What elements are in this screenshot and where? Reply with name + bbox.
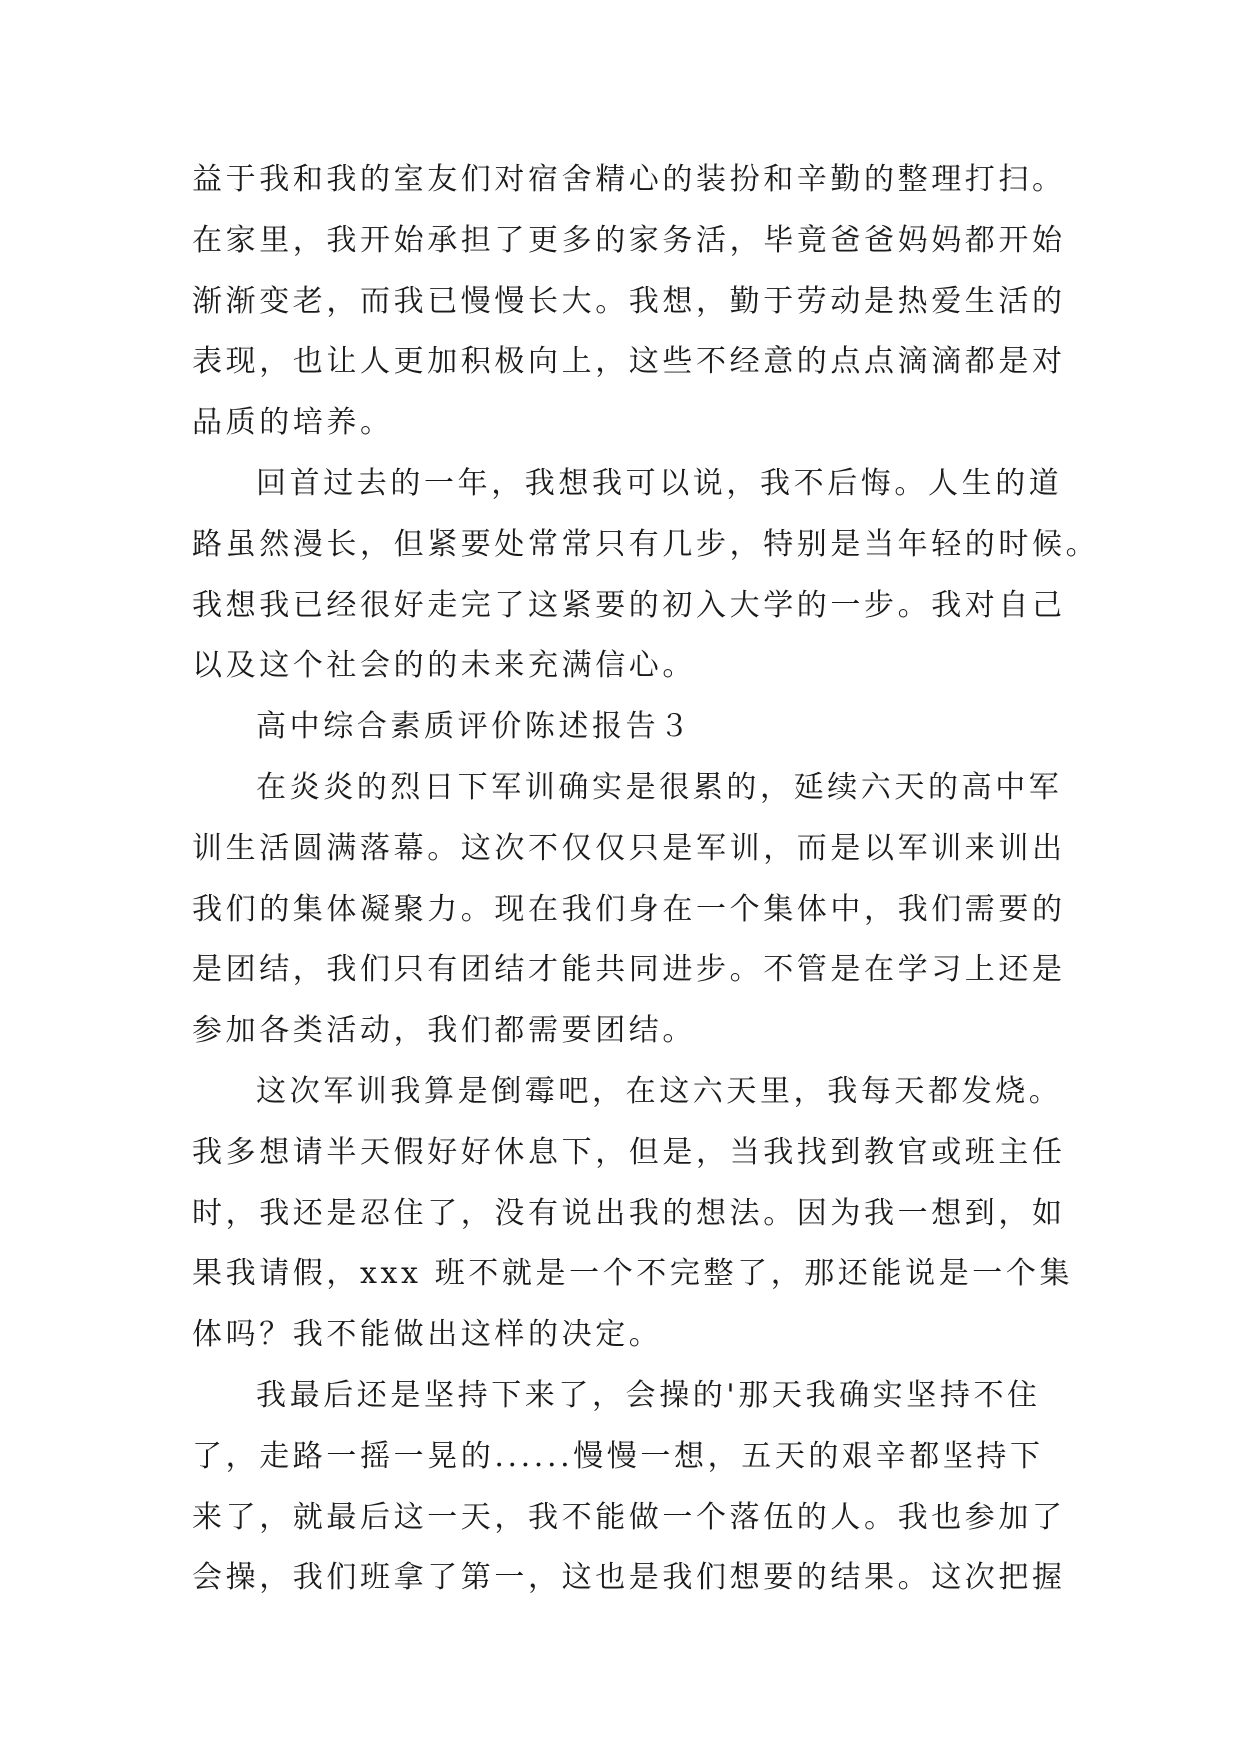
text-line: 在家里，我开始承担了更多的家务活，毕竟爸爸妈妈都开始 — [192, 222, 1066, 258]
text-line: 我多想请半天假好好休息下，但是，当我找到教官或班主任 — [192, 1134, 1066, 1170]
text-line: 渐渐变老，而我已慢慢长大。我想，勤于劳动是热爱生活的 — [192, 283, 1066, 319]
paragraph-start-line: 这次军训我算是倒霉吧，在这六天里，我每天都发烧。 — [256, 1073, 1063, 1109]
text-line: 以及这个社会的的未来充满信心。 — [192, 648, 696, 684]
text-line: 了，走路一摇一晃的......慢慢一想，五天的艰辛都坚持下 — [192, 1438, 1044, 1474]
text-line: 果我请假，xxx 班不就是一个不完整了，那还能说是一个集 — [192, 1256, 1074, 1292]
text-line: 是团结，我们只有团结才能共同进步。不管是在学习上还是 — [192, 952, 1066, 988]
text-line: 益于我和我的室友们对宿舍精心的装扮和辛勤的整理打扫。 — [192, 162, 1066, 197]
text-line: 参加各类活动，我们都需要团结。 — [192, 1013, 696, 1049]
document-body — [192, 150, 1100, 1609]
paragraph-start-line: 回首过去的一年，我想我可以说，我不后悔。人生的道 — [256, 465, 1063, 501]
text-line: 时，我还是忍住了，没有说出我的想法。因为我一想到，如 — [192, 1195, 1066, 1231]
text-line: 来了，就最后这一天，我不能做一个落伍的人。我也参加了 — [192, 1499, 1066, 1535]
text-line: 会操，我们班拿了第一，这也是我们想要的结果。这次把握 — [192, 1560, 1066, 1596]
paragraph-start-line: 在炎炎的烈日下军训确实是很累的，延续六天的高中军 — [256, 769, 1063, 805]
text-line: 路虽然漫长，但紧要处常常只有几步，特别是当年轻的时候。 — [192, 526, 1100, 562]
text-line: 品质的培养。 — [192, 405, 394, 441]
paragraph-start-line: 我最后还是坚持下来了，会操的'那天我确实坚持不住 — [256, 1377, 1041, 1413]
text-line: 体吗？我不能做出这样的决定。 — [192, 1317, 663, 1353]
text-line: 我想我已经很好走完了这紧要的初入大学的一步。我对自己 — [192, 587, 1066, 623]
text-line: 表现，也让人更加积极向上，这些不经意的点点滴滴都是对 — [192, 344, 1066, 380]
text-line: 训生活圆满落幕。这次不仅仅只是军训，而是以军训来训出 — [192, 830, 1066, 866]
text-line: 我们的集体凝聚力。现在我们身在一个集体中，我们需要的 — [192, 891, 1066, 927]
section-heading: 高中综合素质评价陈述报告３ — [256, 709, 693, 745]
